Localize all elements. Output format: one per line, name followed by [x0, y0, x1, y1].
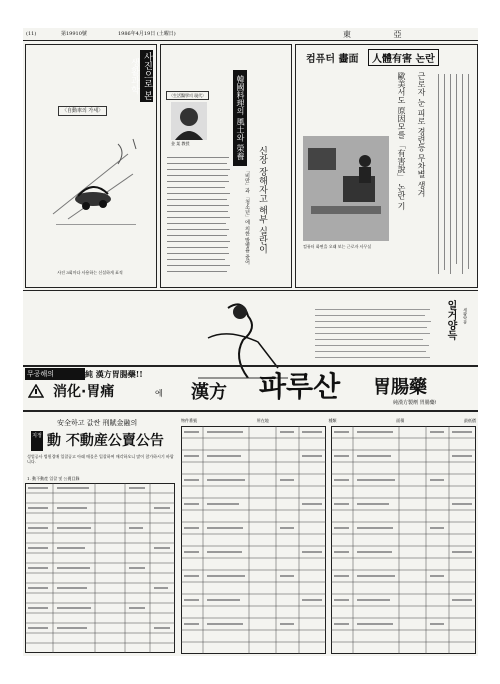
feature-headline-2: 人體有害 논란: [368, 49, 439, 66]
notice-badge: 지정: [31, 431, 43, 451]
vertical-ad-title: 일거양득: [445, 300, 456, 340]
left-article-caption: 사진 3회마다 사용하는 신설하게 표적: [57, 270, 123, 275]
notice-intro: 성업공사 법원경매 입찰공고 아래 매물은 입찰하여 매각하오니 많이 참가하시기 바랍니다.: [27, 454, 174, 464]
banner-product-claim: 消化·胃痛: [53, 384, 115, 400]
listing-header-area: 面積: [396, 418, 405, 423]
vertical-ad-company: 세왕약품: [463, 308, 468, 324]
feature-subheadline-2: 歐美서도 原因모를 「有害說」 논란 기: [397, 72, 406, 211]
mid-body-text: [165, 153, 233, 281]
banner-bottom-rule: [23, 410, 478, 412]
banner-maker-line: 純漢方製劑 胃腸藥!: [393, 400, 437, 406]
page-number: (11): [26, 31, 37, 37]
left-article-subtitle: 〈自動車의 가세〉: [58, 106, 107, 116]
newspaper-page: [23, 28, 478, 656]
portrait-photo: [171, 102, 207, 140]
header-rule: [23, 40, 478, 41]
banner-brand-hanja: 漢方: [191, 382, 227, 403]
listing-header-number: 物件番號: [181, 418, 197, 423]
notice-title: 動 不動産公賣公告: [47, 433, 164, 449]
feature-headline-1: 컴퓨터 畵面: [306, 54, 359, 65]
notice-section-title: 1. 動不動産 입찰 및 公賣目錄: [27, 476, 80, 481]
listing-header-location: 所在地: [256, 418, 269, 423]
left-article-title: 사진으로 본 생활과학: [140, 50, 153, 102]
feature-body-text: [435, 72, 473, 277]
mid-article-badge: 〈生活醫學의 現代〉: [166, 91, 209, 100]
mid-vertical-headline: 韓國料理의 風土와 榮養: [233, 70, 247, 166]
banner-brand-type: 胃腸藥: [373, 377, 427, 398]
banner-brand-hangul: 파루산: [259, 370, 341, 403]
warning-triangle-icon: [28, 384, 44, 398]
office-photo: [303, 136, 389, 241]
banner-tagline-2: 純 漢方胃腸藥!!: [85, 369, 143, 379]
issue-number: 第19910號: [61, 31, 87, 37]
banner-top-rule: [23, 365, 478, 367]
ad-top-rule: [23, 290, 478, 291]
car-illustration: [48, 124, 143, 239]
banner-suffix: 에: [155, 389, 163, 398]
masthead: 東 亞: [343, 30, 422, 39]
listing-table-middle: [181, 426, 326, 654]
banner-tagline-1: 무공해의: [25, 368, 85, 380]
listing-table-left: [25, 483, 175, 653]
issue-date: 1986年4月19日 (土曜日): [118, 31, 176, 37]
office-photo-caption: 컴퓨터 화면을 오래 보는 근로자 사무실: [303, 244, 372, 249]
portrait-caption: 金 某 教授: [171, 141, 190, 146]
mid-lower-headline: 신장 장해자고 해부 실란이: [257, 146, 267, 254]
notice-tagline: 安全하고 값싼 刑賦金融의: [57, 419, 138, 427]
mid-lower-subheadline: 「비만」과 「청소년」에 의한 발병률 줄어: [244, 168, 250, 265]
feature-subheadline-1: 근로자 눈 피로 경련등 무차별 생겨: [417, 72, 426, 197]
ad-body-text: [313, 306, 433, 378]
listing-header-price: 最低價: [464, 418, 476, 423]
listing-header-row: [181, 418, 476, 423]
listing-header-type: 種類: [328, 418, 337, 423]
listing-table-right: [331, 426, 476, 654]
